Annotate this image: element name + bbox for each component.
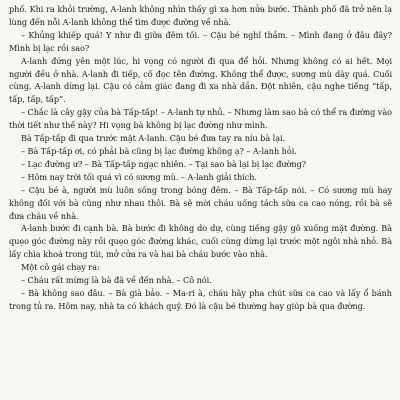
paragraph: – Bà không sao đâu. – Bà già bảo. – Ma-ri à, cháu hãy pha chút sữa ca cao và lấy ổ bánh trong tủ ra. Hôm nay, nhà ta có khách quý. Đó là cậu bé thường hay giúp bà qua đường. xyxy=(9,287,392,311)
paragraph: – Cháu rất mừng là bà đã về đến nhà. – Cô nói. xyxy=(21,275,212,286)
paragraph: – Chắc là cây gậy của bà Tấp-tấp! – A-lanh tự nhủ. – Nhưng làm sao bà có thể ra đường vào thời tiết như thế này? Hi vọng bà không bị lạc đường như mình. xyxy=(9,107,392,131)
paragraph: – Hôm nay trời tối quá vì có sương mù. – A-lanh giải thích. xyxy=(21,171,257,182)
paragraph: – Khủng khiếp quá! Y như đi giữa đêm tối. – Cậu bé nghĩ thầm. – Mình đang ở đâu đây? Mình bị lạc rồi sao? xyxy=(9,29,392,53)
paragraph: – Bà Tấp-tấp ơi, có phải bà cũng bị lạc đường không ạ? – A-lanh hỏi. xyxy=(21,145,297,156)
paragraph: Một cô gái chạy ra: xyxy=(21,262,100,273)
paragraph: – Lạc đường ư? – Bà Tấp-tấp ngạc nhiên. – Tại sao bà lại bị lạc đường? xyxy=(21,158,307,169)
paragraph: A-lanh bước đi cạnh bà. Bà bước đi không do dự, cùng tiếng gậy gõ xuống mặt đường. Bà quẹo góc đường này rồi quẹo góc đường khác, cuối cùng dừng lại trước một ngôi nhà nhỏ. Bà lấy chìa khoá trong túi, mở cửa ra và hai bà cháu bước vào nhà. xyxy=(9,223,392,260)
paragraph: Bà Tấp-tấp đi qua trước mặt A-lanh. Cậu bé đưa tay ra níu bà lại. xyxy=(21,133,286,144)
paragraph-continued: phố. Khi ra khỏi trường, A-lanh không nhìn thấy gì xa hơn nửa bước. Thành phố đã trở nên lạ lùng đến nỗi A-lanh không thể tìm được đường về nhà. xyxy=(9,4,392,27)
paragraph: – Cậu bé à, người mù luôn sống trong bóng đêm. – Bà Tấp-tấp nói. – Có sương mù hay không đối với bà cũng như nhau thôi. Bà sẽ mời cháu uống tách sữa ca cao nóng, rồi bà sẽ đưa cháu về nhà. xyxy=(9,184,392,221)
paragraph: A-lanh đứng yên một lúc, hi vọng có người đi qua để hỏi. Nhưng không có ai hết. Mọi người đều ở nhà. A-lanh đi tiếp, cố đọc tên đường. Không thể được, sương mù dày quá. Cuối cùng, A-lanh dừng lại. Cậu có cảm giác đang đi xa nhà dần. Đột nhiên, cậu nghe tiếng “tấp, tấp, tấp, tấp”. xyxy=(9,55,392,105)
